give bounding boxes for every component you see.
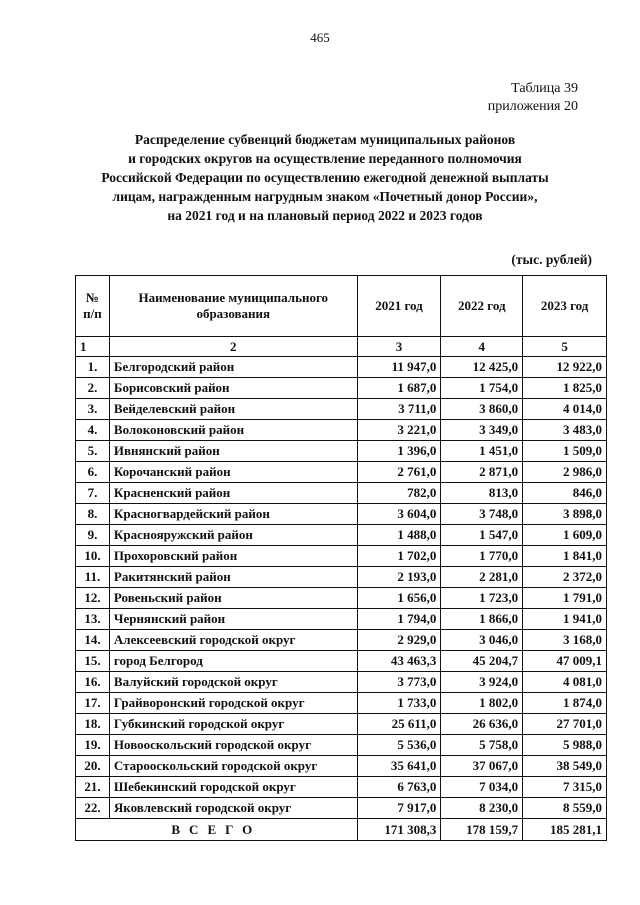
row-name: Корочанский район [109,462,357,483]
row-value-2023: 5 988,0 [523,735,607,756]
row-value-2022: 3 046,0 [441,630,523,651]
row-value-2022: 813,0 [441,483,523,504]
header-num: № п/п [76,276,110,337]
row-value-2023: 27 701,0 [523,714,607,735]
row-value-2023: 1 509,0 [523,441,607,462]
table-label-line1: Таблица 39 [511,81,578,96]
row-value-2022: 12 425,0 [441,357,523,378]
table-row [76,357,607,378]
row-value-2021: 3 604,0 [357,504,441,525]
column-numbers-row [76,337,607,357]
row-value-2022: 3 860,0 [441,399,523,420]
row-value-2021: 2 929,0 [357,630,441,651]
row-value-2021: 1 488,0 [357,525,441,546]
row-name: Чернянский район [109,609,357,630]
row-value-2022: 1 723,0 [441,588,523,609]
row-value-2023: 47 009,1 [523,651,607,672]
table-label [488,80,578,116]
row-value-2023: 1 841,0 [523,546,607,567]
row-value-2022: 37 067,0 [441,756,523,777]
row-value-2021: 25 611,0 [357,714,441,735]
row-value-2022: 26 636,0 [441,714,523,735]
row-value-2021: 35 641,0 [357,756,441,777]
row-number: 16. [76,672,110,693]
table-row [76,546,607,567]
row-value-2023: 38 549,0 [523,756,607,777]
col-number: 5 [523,337,607,357]
table-row [76,672,607,693]
row-value-2021: 43 463,3 [357,651,441,672]
table-row [76,735,607,756]
row-number: 11. [76,567,110,588]
row-value-2021: 6 763,0 [357,777,441,798]
row-name: Вейделевский район [109,399,357,420]
row-value-2022: 2 281,0 [441,567,523,588]
row-value-2022: 1 770,0 [441,546,523,567]
row-value-2021: 782,0 [357,483,441,504]
row-value-2023: 1 825,0 [523,378,607,399]
header-2021: 2021 год [357,276,441,337]
row-value-2022: 5 758,0 [441,735,523,756]
row-value-2023: 3 483,0 [523,420,607,441]
row-name: Красненский район [109,483,357,504]
row-number: 18. [76,714,110,735]
row-number: 4. [76,420,110,441]
col-number: 2 [109,337,357,357]
table-row [76,651,607,672]
row-value-2022: 3 748,0 [441,504,523,525]
table-body [76,357,607,819]
row-value-2023: 846,0 [523,483,607,504]
row-value-2023: 12 922,0 [523,357,607,378]
table-header-row [76,276,607,337]
table-row [76,588,607,609]
row-name: Новооскольский городской округ [109,735,357,756]
table-row [76,483,607,504]
header-2023: 2023 год [523,276,607,337]
table-row [76,504,607,525]
row-value-2023: 1 941,0 [523,609,607,630]
subventions-table [75,275,607,841]
row-number: 5. [76,441,110,462]
row-value-2023: 1 791,0 [523,588,607,609]
row-number: 12. [76,588,110,609]
row-value-2021: 2 761,0 [357,462,441,483]
row-number: 22. [76,798,110,819]
row-value-2021: 2 193,0 [357,567,441,588]
row-name: Ракитянский район [109,567,357,588]
row-name: Волоконовский район [109,420,357,441]
table-row [76,378,607,399]
table-row [76,630,607,651]
title-line: лицам, награжденным нагрудным знаком «Почетный донор России», [112,189,538,204]
row-number: 15. [76,651,110,672]
row-value-2023: 4 014,0 [523,399,607,420]
row-name: город Белгород [109,651,357,672]
row-value-2023: 7 315,0 [523,777,607,798]
row-value-2022: 1 547,0 [441,525,523,546]
row-number: 9. [76,525,110,546]
table-row [76,693,607,714]
total-2021: 171 308,3 [357,819,441,841]
row-value-2021: 5 536,0 [357,735,441,756]
col-number: 4 [441,337,523,357]
row-value-2021: 1 687,0 [357,378,441,399]
total-2023: 185 281,1 [523,819,607,841]
row-value-2022: 1 754,0 [441,378,523,399]
row-value-2023: 3 898,0 [523,504,607,525]
title-line: Распределение субвенций бюджетам муниципальных районов [134,132,516,147]
row-value-2021: 3 773,0 [357,672,441,693]
row-name: Алексеевский городской округ [109,630,357,651]
row-name: Шебекинский городской округ [109,777,357,798]
row-value-2022: 7 034,0 [441,777,523,798]
row-number: 19. [76,735,110,756]
row-value-2022: 3 349,0 [441,420,523,441]
col-number: 3 [357,337,441,357]
row-number: 20. [76,756,110,777]
row-value-2021: 3 711,0 [357,399,441,420]
row-number: 7. [76,483,110,504]
row-value-2022: 1 451,0 [441,441,523,462]
table-row [76,420,607,441]
row-number: 2. [76,378,110,399]
table-row [76,399,607,420]
row-value-2021: 1 656,0 [357,588,441,609]
row-value-2022: 2 871,0 [441,462,523,483]
header-2022: 2022 год [441,276,523,337]
row-name: Яковлевский городской округ [109,798,357,819]
row-name: Ровеньский район [109,588,357,609]
row-value-2023: 8 559,0 [523,798,607,819]
row-number: 13. [76,609,110,630]
row-name: Губкинский городской округ [109,714,357,735]
row-name: Прохоровский район [109,546,357,567]
row-number: 6. [76,462,110,483]
row-value-2021: 3 221,0 [357,420,441,441]
row-value-2022: 45 204,7 [441,651,523,672]
page-number: 465 [310,30,330,45]
row-value-2023: 1 874,0 [523,693,607,714]
total-row [76,819,607,841]
table-row [76,567,607,588]
row-value-2022: 8 230,0 [441,798,523,819]
row-name: Краснояружский район [109,525,357,546]
row-value-2021: 1 794,0 [357,609,441,630]
row-value-2022: 1 866,0 [441,609,523,630]
row-name: Ивнянский район [109,441,357,462]
row-name: Красногвардейский район [109,504,357,525]
row-number: 10. [76,546,110,567]
row-value-2021: 7 917,0 [357,798,441,819]
table-row [76,777,607,798]
row-number: 14. [76,630,110,651]
table-row [76,609,607,630]
row-value-2023: 2 986,0 [523,462,607,483]
row-name: Белгородский район [109,357,357,378]
row-name: Валуйский городской округ [109,672,357,693]
row-value-2021: 1 733,0 [357,693,441,714]
row-number: 1. [76,357,110,378]
row-number: 8. [76,504,110,525]
total-label: ВСЕГО [76,819,358,841]
row-name: Старооскольский городской округ [109,756,357,777]
row-value-2023: 4 081,0 [523,672,607,693]
title-line: и городских округов на осуществление переданного полномочия [128,151,522,166]
table-row [76,798,607,819]
row-value-2022: 3 924,0 [441,672,523,693]
row-number: 3. [76,399,110,420]
total-2022: 178 159,7 [441,819,523,841]
row-number: 17. [76,693,110,714]
row-value-2021: 11 947,0 [357,357,441,378]
header-name: Наименование муниципального образования [109,276,357,337]
row-value-2021: 1 396,0 [357,441,441,462]
table-row [76,441,607,462]
title-line: Российской Федерации по осуществлению ежегодной денежной выплаты [101,170,549,185]
row-value-2023: 1 609,0 [523,525,607,546]
row-number: 21. [76,777,110,798]
table-row [76,756,607,777]
row-name: Борисовский район [109,378,357,399]
row-value-2023: 2 372,0 [523,567,607,588]
document-title [60,130,590,225]
table-row [76,525,607,546]
col-number: 1 [76,337,110,357]
table-row [76,714,607,735]
units-label: (тыс. рублей) [511,252,592,267]
table-row [76,462,607,483]
row-value-2022: 1 802,0 [441,693,523,714]
row-name: Грайворонский городской округ [109,693,357,714]
title-line: на 2021 год и на плановый период 2022 и 2023 годов [167,208,483,223]
table-label-line2: приложения 20 [487,99,578,114]
row-value-2023: 3 168,0 [523,630,607,651]
row-value-2021: 1 702,0 [357,546,441,567]
